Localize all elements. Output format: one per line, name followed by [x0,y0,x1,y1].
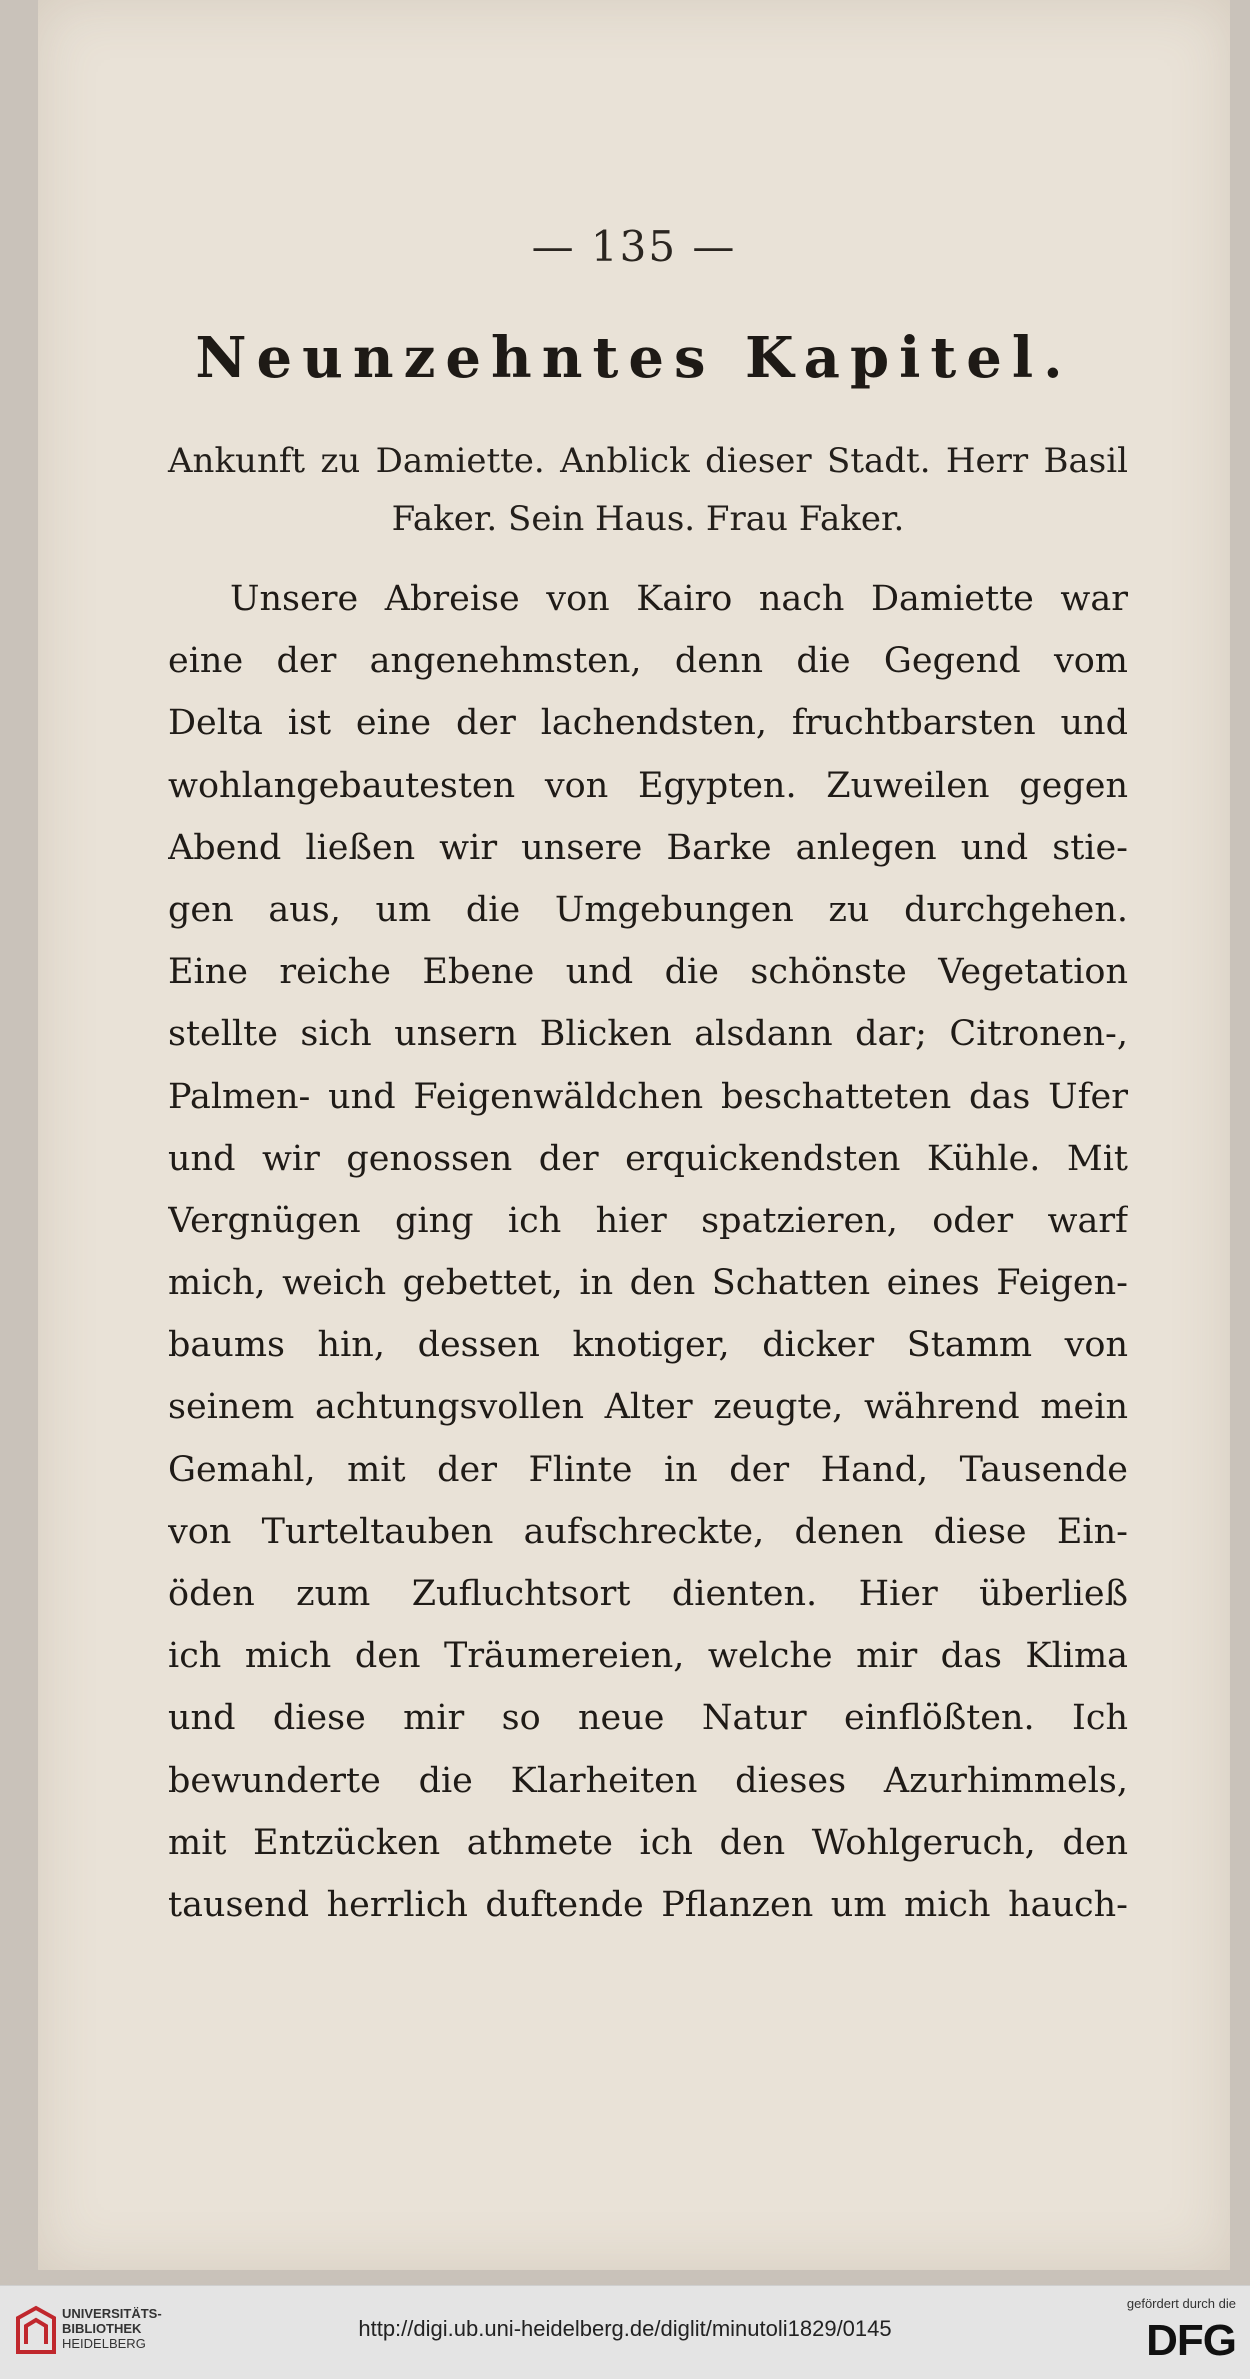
text-line: Delta ist eine der lachendsten, fruchtbarsten und [168,703,1128,744]
text-line: mit Entzücken athmete ich den Wohlgeruch, den [168,1822,1128,1863]
text-line: eine der angenehmsten, denn die Gegend vom [168,641,1128,682]
text-line: gen aus, um die Umgebungen zu durchgehen. [168,889,1128,930]
chapter-summary [168,432,1128,548]
text-line: bewunderte die Klarheiten dieses Azurhimmels, [168,1760,1128,1801]
page-number: — 135 — [531,222,737,271]
text-line: wohlangebautesten von Egypten. Zuweilen gegen [168,765,1128,806]
text-line: Eine reiche Ebene und die schönste Vegetation [168,952,1128,993]
text-line: und wir genossen der erquickendsten Kühle. Mit [168,1138,1128,1179]
library-name-line-1: UNIVERSITÄTS- [62,2306,162,2321]
text-line: Vergnügen ging ich hier spatzieren, oder warf [168,1200,1128,1241]
summary-line-2: Faker. Sein Haus. Frau Faker. [391,499,905,539]
text-line: stellte sich unsern Blicken alsdann dar; Citronen-, [168,1014,1128,1055]
funded-by-label: gefördert durch die [1126,2296,1236,2311]
library-name-line-3: HEIDELBERG [62,2336,146,2351]
text-line: mich, weich gebettet, in den Schatten eines Feigen- [168,1263,1128,1304]
text-line: ich mich den Träumereien, welche mir das Klima [168,1636,1128,1677]
body-text [168,568,1128,1936]
text-line: baums hin, dessen knotiger, dicker Stamm von [168,1325,1128,1366]
text-line: Abend ließen wir unsere Barke anlegen und stie- [168,827,1128,868]
dfg-logo: DFG [1146,2316,1236,2365]
chapter-title: Neunzehntes Kapitel. [195,325,1073,391]
text-line: tausend herrlich duftende Pflanzen um mich hauch- [168,1884,1128,1925]
library-name-line-2: BIBLIOTHEK [62,2321,142,2336]
text-line: und diese mir so neue Natur einflößten. Ich [168,1698,1128,1739]
text-line: Gemahl, mit der Flinte in der Hand, Tausende [168,1449,1128,1490]
text-line: Palmen- und Feigenwäldchen beschatteten das Ufer [168,1076,1128,1117]
text-line: Unsere Abreise von Kairo nach Damiette war [230,579,1128,619]
summary-line-1: Ankunft zu Damiette. Anblick dieser Stadt. Herr Basil [168,441,1128,481]
book-page [38,0,1230,2270]
permalink-url[interactable]: http://digi.ub.uni-heidelberg.de/diglit/minutoli1829/0145 [358,2316,892,2341]
text-line: von Turteltauben aufschreckte, denen diese Ein- [168,1511,1128,1552]
text-line: seinem achtungsvollen Alter zeugte, während mein [168,1387,1128,1428]
text-line: öden zum Zufluchtsort dienten. Hier überließ [168,1574,1128,1614]
